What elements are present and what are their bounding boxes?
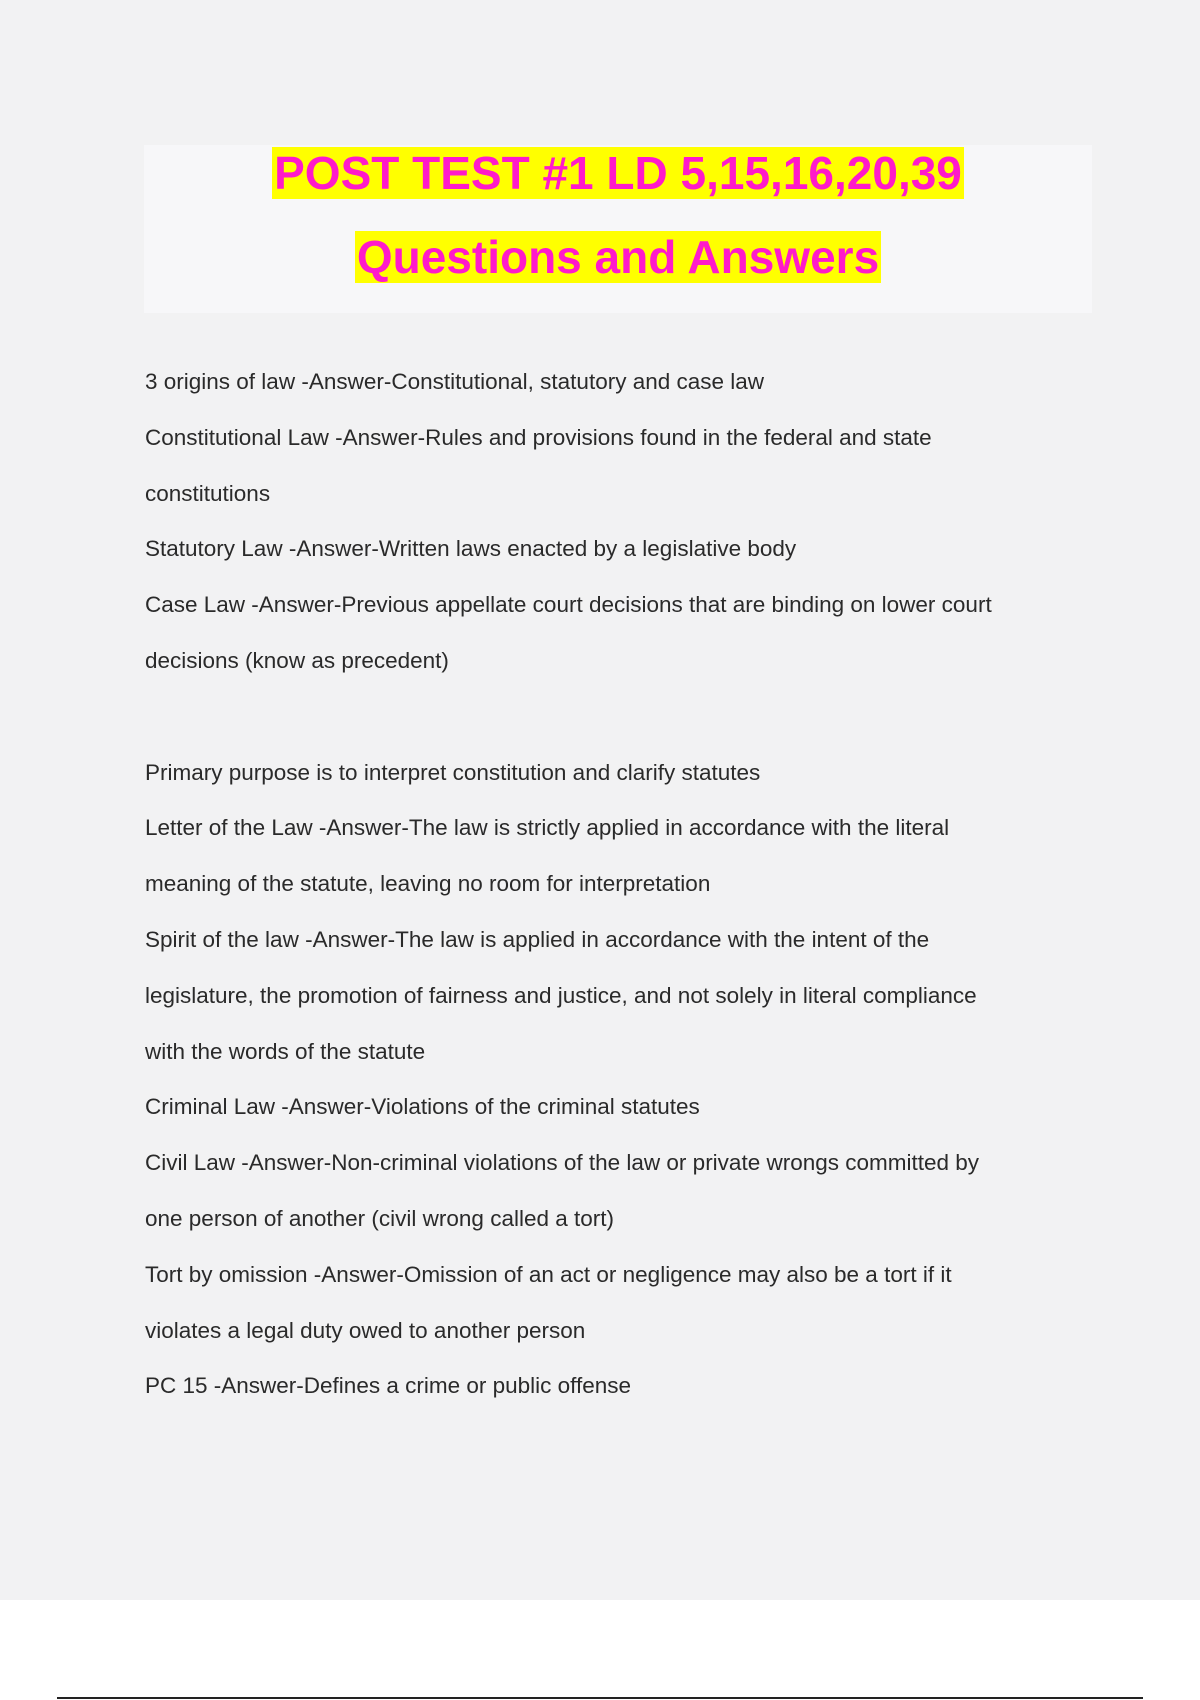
qa-line: Spirit of the law -Answer-The law is applied in accordance with the intent of the [145, 926, 930, 952]
blank-line [145, 689, 1075, 745]
qa-line: Criminal Law -Answer-Violations of the criminal statutes [145, 1094, 700, 1120]
qa-list [145, 354, 1075, 1414]
qa-line: 3 origins of law -Answer-Constitutional, statutory and case law [145, 369, 765, 394]
title-block [144, 145, 1092, 313]
qa-line: Primary purpose is to interpret constitution and clarify statutes [145, 759, 761, 785]
title-line-1 [144, 145, 1092, 201]
qa-line: PC 15 -Answer-Defines a crime or public offense [145, 1373, 632, 1399]
qa-line: decisions (know as precedent) [145, 647, 449, 673]
qa-line: legislature, the promotion of fairness and justice, and not solely in literal compliance [145, 982, 977, 1008]
page-divider [57, 1697, 1143, 1699]
qa-line: one person of another (civil wrong called a tort) [145, 1205, 614, 1231]
qa-line: meaning of the statute, leaving no room for interpretation [145, 871, 711, 897]
qa-line: violates a legal duty owed to another person [145, 1317, 586, 1343]
qa-line: Tort by omission -Answer-Omission of an act or negligence may also be a tort if it [145, 1261, 952, 1287]
qa-line: constitutions [145, 480, 271, 506]
qa-line: Case Law -Answer-Previous appellate court decisions that are binding on lower court [145, 592, 992, 618]
qa-line: Statutory Law -Answer-Written laws enacted by a legislative body [145, 536, 797, 562]
document-subtitle: Questions and Answers [356, 231, 880, 283]
qa-line: with the words of the statute [145, 1038, 426, 1064]
qa-line: Constitutional Law -Answer-Rules and provisions found in the federal and state [145, 424, 932, 450]
document-title: POST TEST #1 LD 5,15,16,20,39 [274, 147, 962, 199]
title-line-2 [144, 229, 1092, 285]
qa-line: Civil Law -Answer-Non-criminal violations of the law or private wrongs committed by [145, 1150, 980, 1176]
qa-line: Letter of the Law -Answer-The law is strictly applied in accordance with the literal [145, 815, 950, 841]
